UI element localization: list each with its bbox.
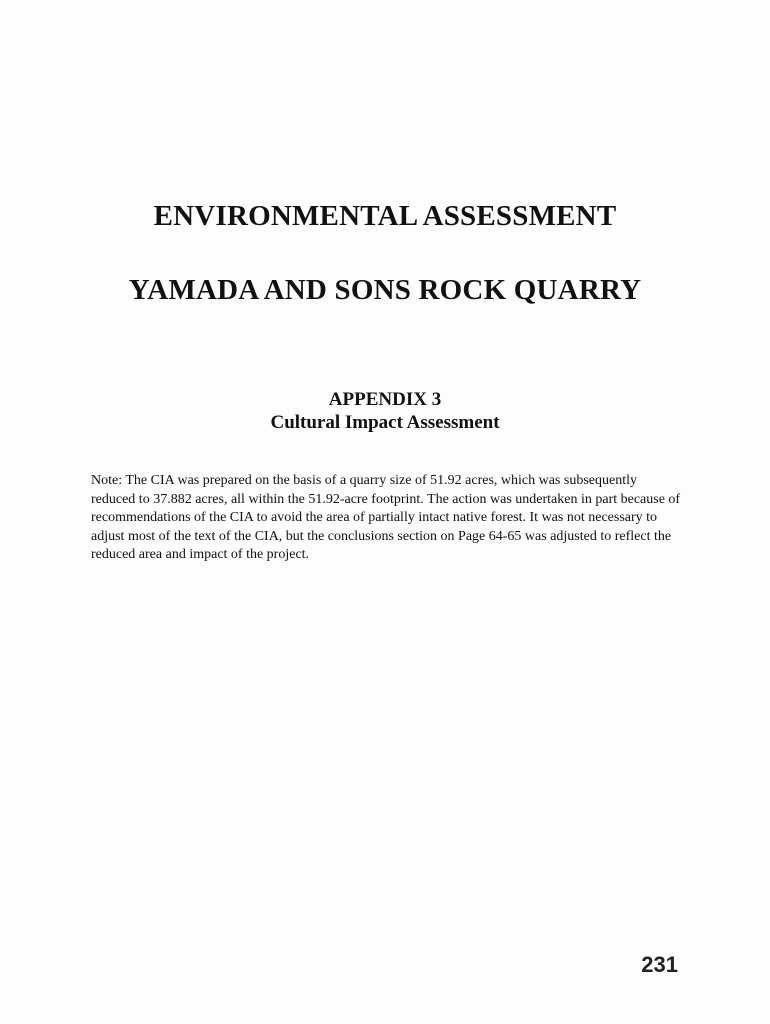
appendix-label: APPENDIX 3 <box>328 389 442 410</box>
document-title: ENVIRONMENTAL ASSESSMENT <box>153 200 617 232</box>
project-title: YAMADA AND SONS ROCK QUARRY <box>128 274 642 306</box>
appendix-title: Cultural Impact Assessment <box>270 412 500 433</box>
page-number: 231 <box>641 952 678 977</box>
note-paragraph: Note: The CIA was prepared on the basis of a quarry size of 51.92 acres, which was subsequently reduced to 37.882 acres, all within the 51.92-acre footprint. The action was undertaken in part because of recommendations of the CIA to avoid the area of partially intact native forest. It was not necessary to adjust most of the text of the CIA, but the conclusions section on Page 64-65 was adjusted to reflect the reduced area and impact of the project. <box>91 473 681 562</box>
